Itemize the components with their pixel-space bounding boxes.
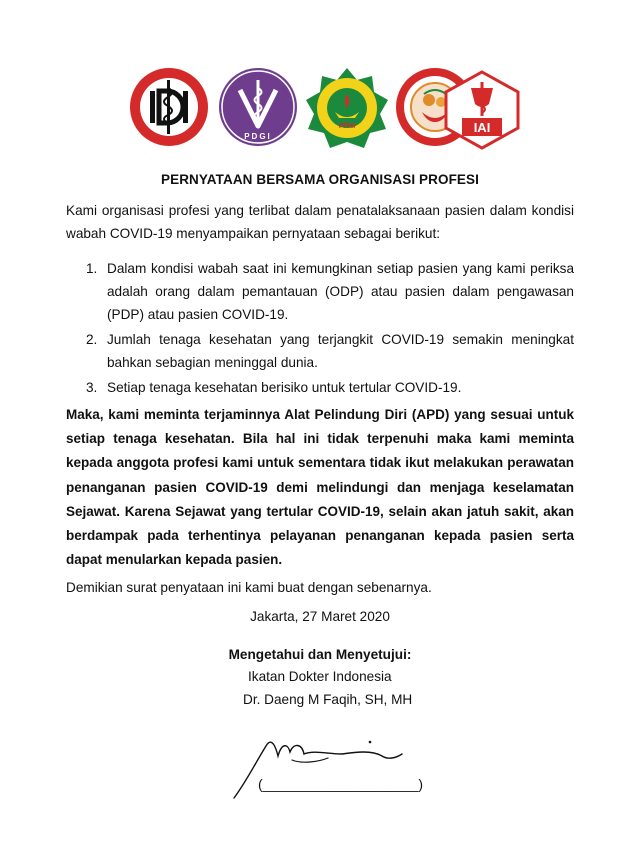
list-item-text: Setiap tenaga kesehatan berisiko untuk tertular COVID-19. — [107, 380, 462, 395]
list-item-text: Dalam kondisi wabah saat ini kemungkinan setiap pasien yang kami periksa adalah orang dalam pemantauan (ODP) atau pasien dalam pengawasan (PDP) atau pasien COVID-19. — [107, 261, 574, 322]
signature — [232, 732, 412, 807]
iai-logo-text: IAI — [473, 120, 491, 135]
intro-paragraph: Kami organisasi profesi yang terlibat dalam penatalaksanaan pasien dalam kondisi wabah COVID-19 menyampaikan pernyataan sebagai berikut: — [66, 203, 574, 241]
signature-line: (____________________) — [258, 776, 424, 792]
svg-text:PPNI: PPNI — [338, 123, 356, 130]
list-item — [86, 376, 574, 399]
list-item-number: 1. — [86, 261, 98, 276]
svg-text:PDGI: PDGI — [244, 132, 272, 141]
closing-paragraph: Demikian surat penyataan ini kami buat dengan sebenarnya. — [66, 580, 432, 595]
list-item-text: Jumlah tenaga kesehatan yang terjangkit COVID-19 semakin meningkat bahkan sebagian meninggal dunia. — [107, 332, 574, 370]
demand-paragraph: Maka, kami meminta terjaminnya Alat Pelindung Diri (APD) yang sesuai untuk setiap tenaga kesehatan. Bila hal ini tidak terpenuhi maka kami meminta kepada anggota profesi kami untuk sementara tidak ikut melakukan perawatan penanganan pasien COVID-19 demi melindungi dan menjaga keselamatan Sejawat. Karena Sejawat yang tertular COVID-19, selain akan jatuh sakit, akan berdampak pada terhentinya pelayanan penanganan kepada pasien serta dapat menularkan kepada pasien. — [66, 407, 574, 568]
logo-row — [128, 66, 520, 150]
signer-name: Dr. Daeng M Faqih, SH, MH — [243, 692, 413, 707]
organization-name: Ikatan Dokter Indonesia — [248, 669, 392, 684]
ppni-logo — [304, 66, 390, 150]
pdgi-logo — [216, 66, 300, 148]
list-item — [86, 328, 574, 374]
document-title: PERNYATAAN BERSAMA ORGANISASI PROFESI — [161, 172, 479, 187]
iai-logo — [444, 70, 520, 150]
place-date: Jakarta, 27 Maret 2020 — [250, 609, 390, 624]
list-item-number: 3. — [86, 380, 98, 395]
acknowledgement: Mengetahui dan Menyetujui: — [228, 647, 412, 662]
list-item — [86, 257, 574, 326]
statement-list — [86, 257, 574, 401]
idi-logo — [128, 66, 210, 148]
list-item-number: 2. — [86, 332, 98, 347]
